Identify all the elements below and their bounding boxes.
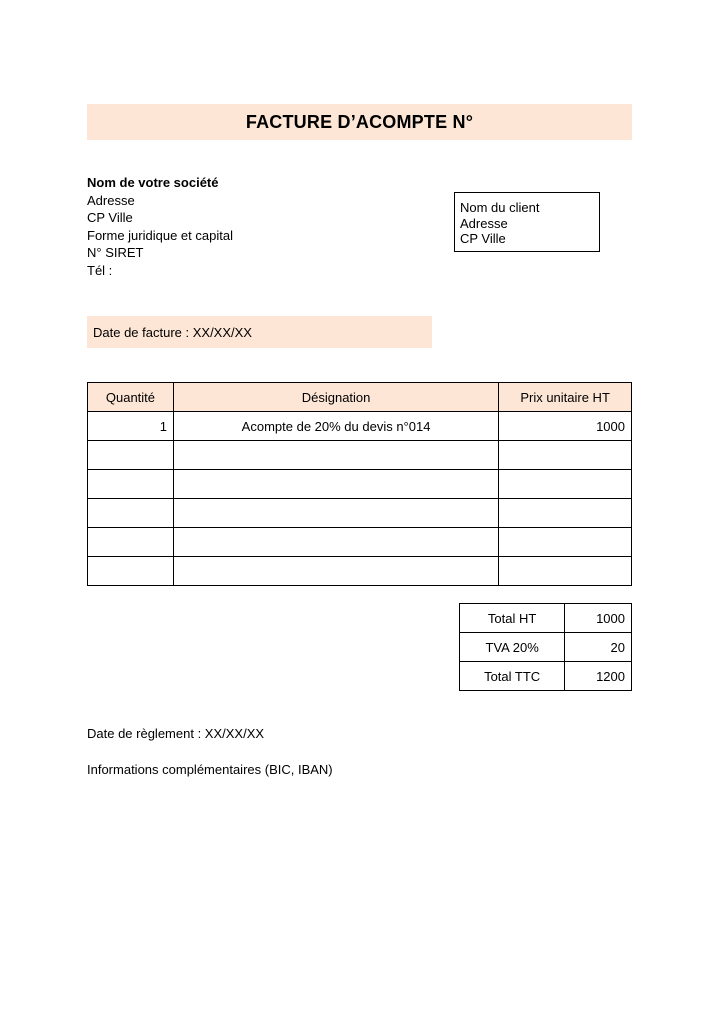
header-unit-price: Prix unitaire HT — [499, 383, 632, 412]
cell-quantity — [88, 470, 174, 499]
tva-value: 20 — [565, 633, 632, 662]
cell-unit-price — [499, 470, 632, 499]
total-ht-label: Total HT — [460, 604, 565, 633]
total-ht-row — [460, 604, 632, 633]
cell-designation — [173, 499, 498, 528]
items-header-row — [88, 383, 632, 412]
table-row — [88, 441, 632, 470]
client-box — [454, 192, 600, 252]
client-address: Adresse — [460, 215, 508, 231]
cell-unit-price — [499, 528, 632, 557]
items-table — [87, 382, 632, 586]
tva-label: TVA 20% — [460, 633, 565, 662]
header-designation: Désignation — [173, 383, 498, 412]
document-title: FACTURE D’ACOMPTE N° — [245, 111, 474, 132]
header-quantity: Quantité — [88, 383, 174, 412]
invoice-date: Date de facture : XX/XX/XX — [93, 324, 252, 340]
cell-designation — [173, 470, 498, 499]
cell-unit-price — [499, 499, 632, 528]
cell-designation — [173, 441, 498, 470]
total-ttc-label: Total TTC — [460, 662, 565, 691]
client-name: Nom du client — [460, 200, 540, 215]
table-row — [88, 528, 632, 557]
company-address: Adresse — [87, 192, 135, 208]
cell-quantity — [88, 441, 174, 470]
cell-designation — [173, 528, 498, 557]
invoice-date-bar — [87, 316, 432, 348]
additional-info: Informations complémentaires (BIC, IBAN) — [87, 762, 333, 777]
total-ttc-value: 1200 — [565, 662, 632, 691]
company-name: Nom de votre société — [87, 175, 219, 190]
table-row — [88, 499, 632, 528]
title-bar — [87, 104, 632, 140]
total-ttc-row — [460, 662, 632, 691]
cell-quantity — [88, 557, 174, 586]
cell-quantity: 1 — [88, 412, 174, 441]
client-city: CP Ville — [460, 231, 506, 246]
totals-table — [459, 603, 632, 691]
company-city: CP Ville — [87, 210, 133, 225]
cell-quantity — [88, 528, 174, 557]
company-block — [87, 174, 233, 279]
company-siret: N° SIRET — [87, 245, 144, 260]
cell-unit-price: 1000 — [499, 412, 632, 441]
cell-designation — [173, 557, 498, 586]
cell-unit-price — [499, 441, 632, 470]
company-phone: Tél : — [87, 262, 113, 278]
table-row — [88, 412, 632, 441]
cell-quantity — [88, 499, 174, 528]
cell-designation: Acompte de 20% du devis n°014 — [173, 412, 498, 441]
payment-date: Date de règlement : XX/XX/XX — [87, 726, 265, 741]
company-legal: Forme juridique et capital — [87, 227, 233, 243]
table-row — [88, 557, 632, 586]
total-ht-value: 1000 — [565, 604, 632, 633]
table-row — [88, 470, 632, 499]
tva-row — [460, 633, 632, 662]
cell-unit-price — [499, 557, 632, 586]
